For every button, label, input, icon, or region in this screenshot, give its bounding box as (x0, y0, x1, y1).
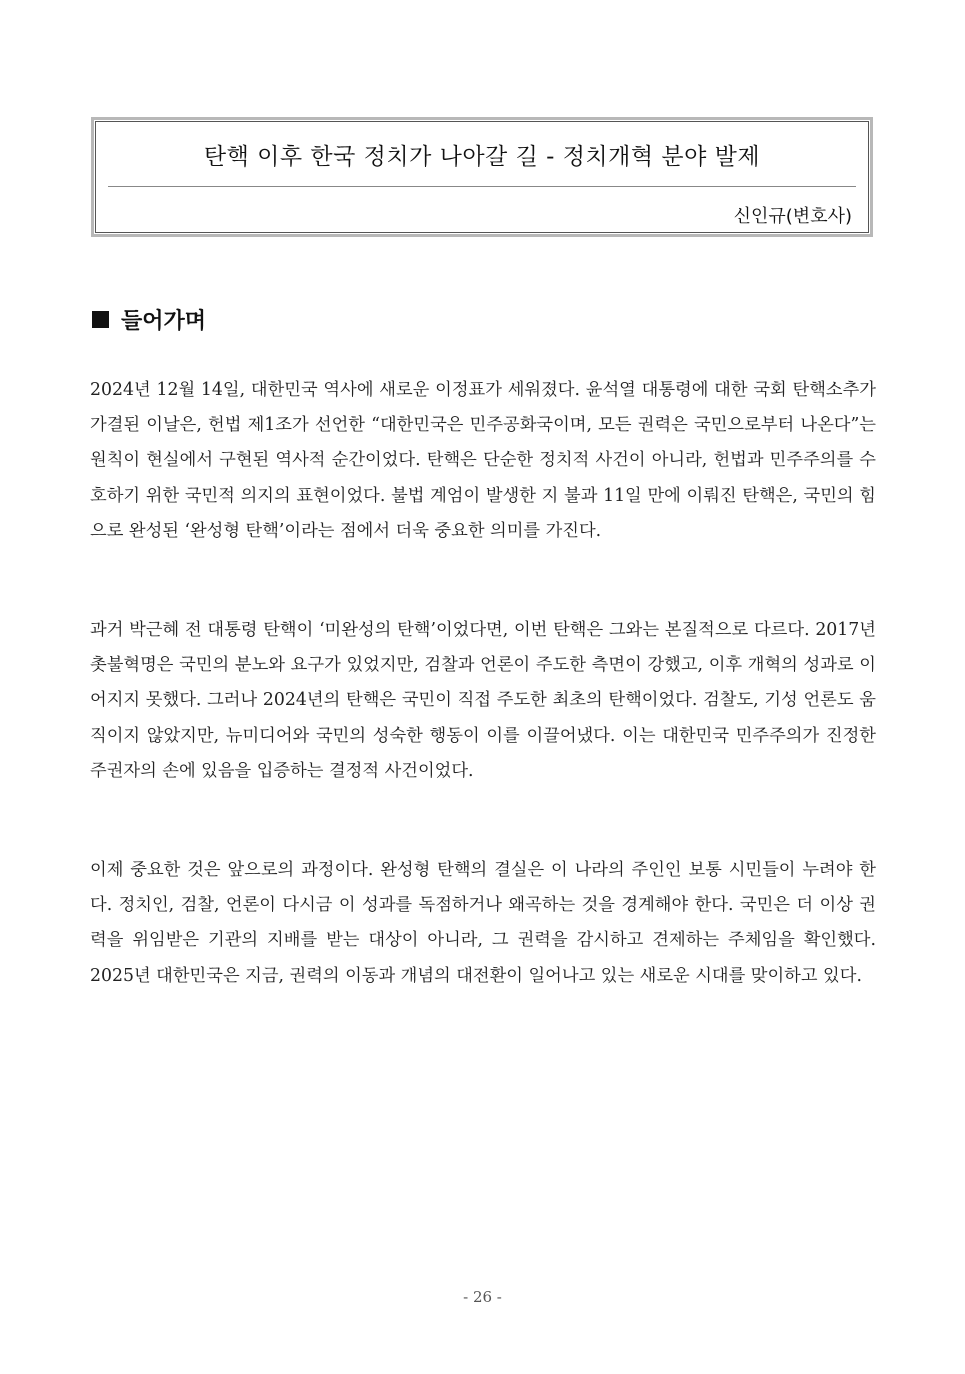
section-heading (92, 304, 206, 335)
author-name: 신인규(변호사) (733, 206, 852, 227)
title-divider (108, 186, 856, 187)
paragraph-3: 이제 중요한 것은 앞으로의 과정이다. 완성형 탄핵의 결실은 이 나라의 주인인 보통 시민들이 누려야 한다. 정치인, 검찰, 언론이 다시금 이 성과를 독점하거나 왜곡하는 것을 경계해야 한다. 국민은 더 이상 권력을 위임받은 기관의 지배를 받는 대상이 아니라, 그 권력을 감시하고 견제하는 주체임을 확인했다. 2025년 대한민국은 지금, 권력의 이동과 개념의 대전환이 일어나고 있는 새로운 시대를 맞이하고 있다. (90, 860, 876, 986)
page-number: - 26 - (463, 1288, 502, 1306)
section-heading-text: 들어가며 (121, 309, 207, 334)
paragraph-1: 2024년 12월 14일, 대한민국 역사에 새로운 이정표가 세워졌다. 윤석열 대통령에 대한 국회 탄핵소추가 가결된 이날은, 헌법 제1조가 선언한 “대한민국은 민주공화국이며, 모든 권력은 국민으로부터 나온다”는 원칙이 현실에서 구현된 역사적 순간이었다. 탄핵은 단순한 정치적 사건이 아니라, 헌법과 민주주의를 수호하기 위한 국민적 의지의 표현이었다. 불법 계엄이 발생한 지 불과 11일 만에 이뤄진 탄핵은, 국민의 힘으로 완성된 ‘완성형 탄핵’이라는 점에서 더욱 중요한 의미를 가진다. (90, 380, 876, 541)
paragraph-2: 과거 박근혜 전 대통령 탄핵이 ‘미완성의 탄핵’이었다면, 이번 탄핵은 그와는 본질적으로 다르다. 2017년 촛불혁명은 국민의 분노와 요구가 있었지만, 검찰과 언론이 주도한 측면이 강했고, 이후 개혁의 성과로 이어지지 못했다. 그러나 2024년의 탄핵은 국민이 직접 주도한 최초의 탄핵이었다. 검찰도, 기성 언론도 움직이지 않았지만, 뉴미디어와 국민의 성숙한 행동이 이를 이끌어냈다. 이는 대한민국 민주주의가 진정한 주권자의 손에 있음을 입증하는 결정적 사건이었다. (90, 620, 876, 781)
black-square-icon (92, 311, 109, 328)
title-box (91, 117, 873, 237)
document-title: 탄핵 이후 한국 정치가 나아갈 길 - 정치개혁 분야 발제 (203, 144, 761, 170)
